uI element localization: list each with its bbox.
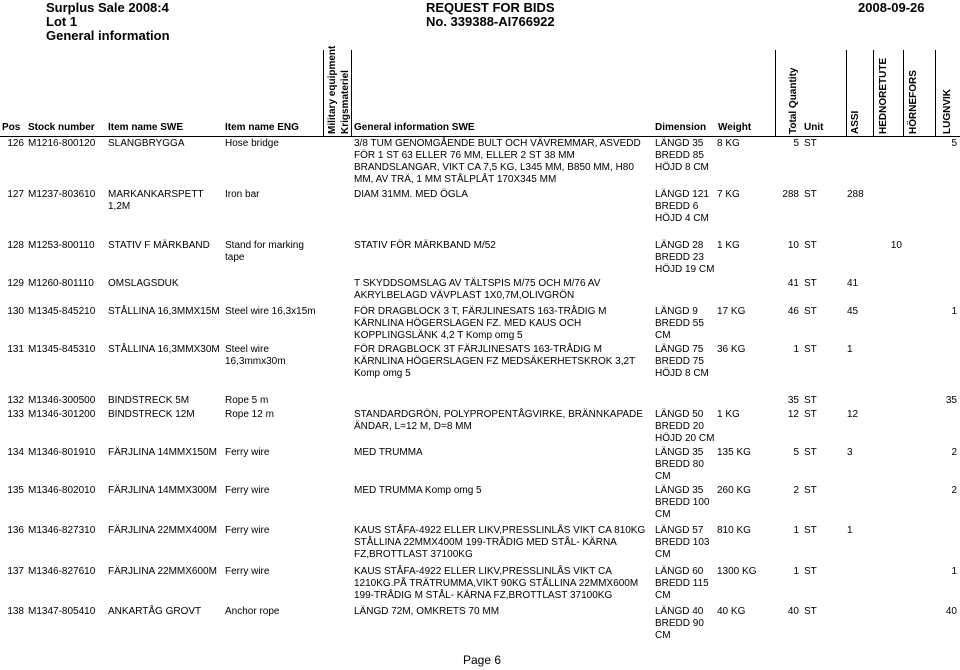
col-weight: Weight <box>718 122 752 133</box>
cell-lugnvik: 35 <box>945 395 957 406</box>
lugnvik-column-rule <box>935 50 936 137</box>
cell-total-quantity: 46 <box>787 306 799 317</box>
col-hornefors: HÖRNEFORS <box>908 70 919 134</box>
cell-unit: ST <box>804 278 817 289</box>
cell-lugnvik: 2 <box>951 447 957 458</box>
cell-dimension: LÄNGD 9 BREDD 55 CM <box>655 306 704 341</box>
cell-dimension: LÄNGD 28 BREDD 23 HÖJD 19 CM <box>655 240 715 275</box>
cell-stock-number: M1346-827610 <box>28 566 96 577</box>
cell-item-name-swe: SLANGBRYGGA <box>108 138 185 149</box>
cell-total-quantity: 35 <box>787 395 799 406</box>
cell-dimension: LÄNGD 57 BREDD 103 CM <box>655 525 710 560</box>
cell-item-name-swe: OMSLAGSDUK <box>108 278 179 289</box>
cell-lugnvik: 40 <box>945 606 957 617</box>
cell-pos: 130 <box>7 306 24 317</box>
cell-weight: 1 KG <box>717 409 740 420</box>
info-column-rule <box>351 50 352 137</box>
cell-item-name-eng: Ferry wire <box>225 525 270 536</box>
lot-number: Lot 1 <box>46 14 78 29</box>
col-hednoretute: HEDNORETUTE <box>878 57 889 134</box>
cell-general-information: DIAM 31MM. MED ÖGLA <box>354 189 468 200</box>
request-number: No. 339388-AI766922 <box>426 14 555 29</box>
cell-stock-number: M1346-827310 <box>28 525 96 536</box>
col-item-name-eng: Item name ENG <box>225 122 299 133</box>
cell-stock-number: M1260-801110 <box>28 278 94 289</box>
cell-pos: 129 <box>7 278 24 289</box>
hednoretute-column-rule <box>873 50 874 137</box>
cell-pos: 133 <box>7 409 24 420</box>
cell-item-name-eng: Ferry wire <box>225 447 270 458</box>
cell-general-information: LÄNGD 72M, OMKRETS 70 MM <box>354 606 500 617</box>
cell-item-name-swe: MARKANKARSPETT 1,2M <box>108 189 204 212</box>
cell-item-name-swe: FÄRJLINA 22MMX600M <box>108 566 217 577</box>
cell-lugnvik: 1 <box>951 566 957 577</box>
cell-unit: ST <box>804 306 817 317</box>
cell-pos: 136 <box>7 525 24 536</box>
cell-item-name-eng: Steel wire 16,3mmx30m <box>225 344 286 367</box>
cell-dimension: LÄNGD 75 BREDD 75 HÖJD 8 CM <box>655 344 709 379</box>
page-number: Page 6 <box>463 653 502 667</box>
section-title: General information <box>46 28 170 43</box>
cell-total-quantity: 10 <box>787 240 799 251</box>
cell-lugnvik: 5 <box>951 138 957 149</box>
assi-column-rule <box>846 50 847 137</box>
col-krigsmateriel: Krigsmateriel <box>340 70 351 134</box>
cell-item-name-swe: FÄRJLINA 22MMX400M <box>108 525 217 536</box>
cell-item-name-eng: Rope 12 m <box>225 409 274 420</box>
cell-stock-number: M1253-800110 <box>28 240 95 251</box>
cell-total-quantity: 1 <box>793 566 799 577</box>
document-date: 2008-09-26 <box>858 0 925 15</box>
cell-assi: 12 <box>847 409 859 420</box>
cell-dimension: LÄNGD 60 BREDD 115 CM <box>655 566 709 601</box>
cell-dimension: LÄNGD 35 BREDD 85 HÖJD 8 CM <box>655 138 709 173</box>
col-stock-number: Stock number <box>28 122 95 133</box>
col-pos: Pos <box>2 122 21 133</box>
cell-item-name-eng: Stand for marking tape <box>225 240 304 263</box>
cell-total-quantity: 288 <box>782 189 799 200</box>
cell-pos: 126 <box>7 138 24 149</box>
cell-item-name-eng: Anchor rope <box>225 606 280 617</box>
cell-weight: 260 KG <box>717 485 751 496</box>
cell-stock-number: M1346-801910 <box>28 447 96 458</box>
cell-pos: 137 <box>7 566 24 577</box>
cell-unit: ST <box>804 409 817 420</box>
cell-pos: 134 <box>7 447 24 458</box>
cell-stock-number: M1345-845310 <box>28 344 96 355</box>
col-general-information-swe: General information SWE <box>354 122 475 133</box>
cell-total-quantity: 5 <box>793 447 799 458</box>
cell-unit: ST <box>804 485 817 496</box>
cell-pos: 135 <box>7 485 24 496</box>
cell-stock-number: M1346-802010 <box>28 485 96 496</box>
cell-total-quantity: 5 <box>793 138 799 149</box>
cell-weight: 17 KG <box>717 306 746 317</box>
cell-unit: ST <box>804 189 817 200</box>
military-column-rule <box>323 50 324 137</box>
cell-stock-number: M1237-803610 <box>28 189 96 200</box>
cell-general-information: STATIV FÖR MÄRKBAND M/52 <box>354 240 496 251</box>
hornefors-column-rule <box>903 50 904 137</box>
cell-total-quantity: 1 <box>793 525 799 536</box>
cell-general-information: FÖR DRAGBLOCK 3T FÄRJLINESATS 163-TRÅDIG M KÄRNLINA HÖGERSLAGEN FZ MEDSÄKERHETSKROK 3,2T Komp omg 5 <box>354 344 635 379</box>
cell-dimension: LÄNGD 35 BREDD 100 CM <box>655 485 710 520</box>
cell-unit: ST <box>804 606 817 617</box>
cell-item-name-swe: BINDSTRECK 12M <box>108 409 195 420</box>
col-total-quantity: Total Quantity <box>788 67 799 134</box>
cell-pos: 127 <box>7 189 24 200</box>
cell-pos: 131 <box>7 344 24 355</box>
cell-item-name-swe: BINDSTRECK 5M <box>108 395 190 406</box>
cell-stock-number: M1216-800120 <box>28 138 96 149</box>
cell-unit: ST <box>804 240 817 251</box>
cell-pos: 132 <box>7 395 24 406</box>
cell-weight: 810 KG <box>717 525 751 536</box>
cell-item-name-eng: Hose bridge <box>225 138 279 149</box>
cell-general-information: MED TRUMMA Komp omg 5 <box>354 485 482 496</box>
cell-item-name-swe: ANKARTÅG GROVT <box>108 606 202 617</box>
cell-dimension: LÄNGD 121 BREDD 6 HÖJD 4 CM <box>655 189 709 224</box>
cell-general-information: KAUS STÅFA-4922 ELLER LIKV,PRESSLINLÅS VIKT CA 1210KG.PÅ TRÄTRUMMA,VIKT 90KG STÅLLINA 22MMX600M 199-TRÅDIG M STÅL- KÄRNA FZ,BROTTLAST 37100KG <box>354 566 639 601</box>
cell-stock-number: M1346-301200 <box>28 409 96 420</box>
cell-hednoretute: 10 <box>890 240 902 251</box>
cell-assi: 45 <box>847 306 859 317</box>
cell-item-name-swe: FÄRJLINA 14MMX150M <box>108 447 217 458</box>
cell-assi: 1 <box>847 344 853 355</box>
cell-assi: 3 <box>847 447 853 458</box>
document-title: REQUEST FOR BIDS <box>426 0 555 15</box>
col-lugnvik: LUGNVIK <box>942 89 953 134</box>
cell-assi: 288 <box>847 189 864 200</box>
cell-item-name-swe: STATIV F MÄRKBAND <box>108 240 210 251</box>
cell-total-quantity: 12 <box>787 409 799 420</box>
cell-item-name-eng: Iron bar <box>225 189 260 200</box>
cell-weight: 7 KG <box>717 189 740 200</box>
cell-assi: 1 <box>847 525 853 536</box>
cell-weight: 36 KG <box>717 344 746 355</box>
col-dimension: Dimension <box>655 122 707 133</box>
cell-general-information: 3/8 TUM GENOMGÅENDE BULT OCH VÄVREMMAR, ASVEDD FÖR 1 ST 63 ELLER 76 MM, ELLER 2 ST 38 MM BRANDSLANGAR, VIKT CA 7,5 KG, L345 MM, B850 MM, H80 MM, AV TRÄ, 1 MM STÅLPLÅT 170X345 MM <box>354 138 641 185</box>
cell-unit: ST <box>804 344 817 355</box>
cell-lugnvik: 2 <box>951 485 957 496</box>
cell-unit: ST <box>804 447 817 458</box>
cell-unit: ST <box>804 138 817 149</box>
cell-assi: 41 <box>847 278 859 289</box>
col-item-name-swe: Item name SWE <box>108 122 184 133</box>
cell-general-information: MED TRUMMA <box>354 447 423 458</box>
cell-general-information: FÖR DRAGBLOCK 3 T, FÄRJLINESATS 163-TRÅDIG M KÄRNLINA HÖGERSLAGEN FZ. MED KAUS OCH KOPPLINGSLÄNK 4,2 T Komp omg 5 <box>354 306 607 341</box>
cell-lugnvik: 1 <box>951 306 957 317</box>
cell-dimension: LÄNGD 40 BREDD 90 CM <box>655 606 704 641</box>
cell-weight: 1300 KG <box>717 566 757 577</box>
col-military-equipment: Military equipment <box>327 45 338 134</box>
cell-total-quantity: 1 <box>793 344 799 355</box>
quantity-column-rule <box>775 50 776 137</box>
cell-item-name-swe: STÅLLINA 16,3MMX30M <box>108 344 220 355</box>
cell-item-name-eng: Ferry wire <box>225 485 270 496</box>
cell-dimension: LÄNGD 50 BREDD 20 HÖJD 20 CM <box>655 409 715 444</box>
cell-general-information: STANDARDGRÖN, POLYPROPENTÅGVIRKE, BRÄNNKAPADE ÄNDAR, L=12 M, D=8 MM <box>354 409 643 432</box>
cell-total-quantity: 40 <box>787 606 799 617</box>
cell-weight: 40 KG <box>717 606 746 617</box>
cell-weight: 135 KG <box>717 447 751 458</box>
cell-stock-number: M1346-300500 <box>28 395 96 406</box>
header-rule <box>0 136 960 137</box>
cell-pos: 128 <box>7 240 24 251</box>
col-assi: ASSI <box>850 110 861 134</box>
cell-unit: ST <box>804 395 817 406</box>
cell-weight: 1 KG <box>717 240 740 251</box>
cell-unit: ST <box>804 525 817 536</box>
cell-stock-number: M1345-845210 <box>28 306 96 317</box>
cell-general-information: T SKYDDSOMSLAG AV TÄLTSPIS M/75 OCH M/76 AV AKRYLBELAGD VÄVPLAST 1X0,7M,OLIVGRÖN <box>354 278 601 301</box>
cell-stock-number: M1347-805410 <box>28 606 96 617</box>
cell-item-name-eng: Ferry wire <box>225 566 270 577</box>
cell-general-information: KAUS STÅFA-4922 ELLER LIKV,PRESSLINLÅS VIKT CA 810KG STÅLLINA 22MMX400M 199-TRÅDIG MED STÅL- KÄRNA FZ,BROTTLAST 37100KG <box>354 525 646 560</box>
cell-item-name-eng: Rope 5 m <box>225 395 269 406</box>
sale-title: Surplus Sale 2008:4 <box>46 0 169 15</box>
cell-item-name-swe: FÄRJLINA 14MMX300M <box>108 485 217 496</box>
cell-item-name-swe: STÅLLINA 16,3MMX15M <box>108 306 220 317</box>
cell-weight: 8 KG <box>717 138 740 149</box>
col-unit: Unit <box>804 122 824 133</box>
cell-unit: ST <box>804 566 817 577</box>
cell-item-name-eng: Steel wire 16,3x15m <box>225 306 316 317</box>
cell-total-quantity: 2 <box>793 485 799 496</box>
cell-dimension: LÄNGD 35 BREDD 80 CM <box>655 447 704 482</box>
cell-total-quantity: 41 <box>787 278 799 289</box>
cell-pos: 138 <box>7 606 24 617</box>
